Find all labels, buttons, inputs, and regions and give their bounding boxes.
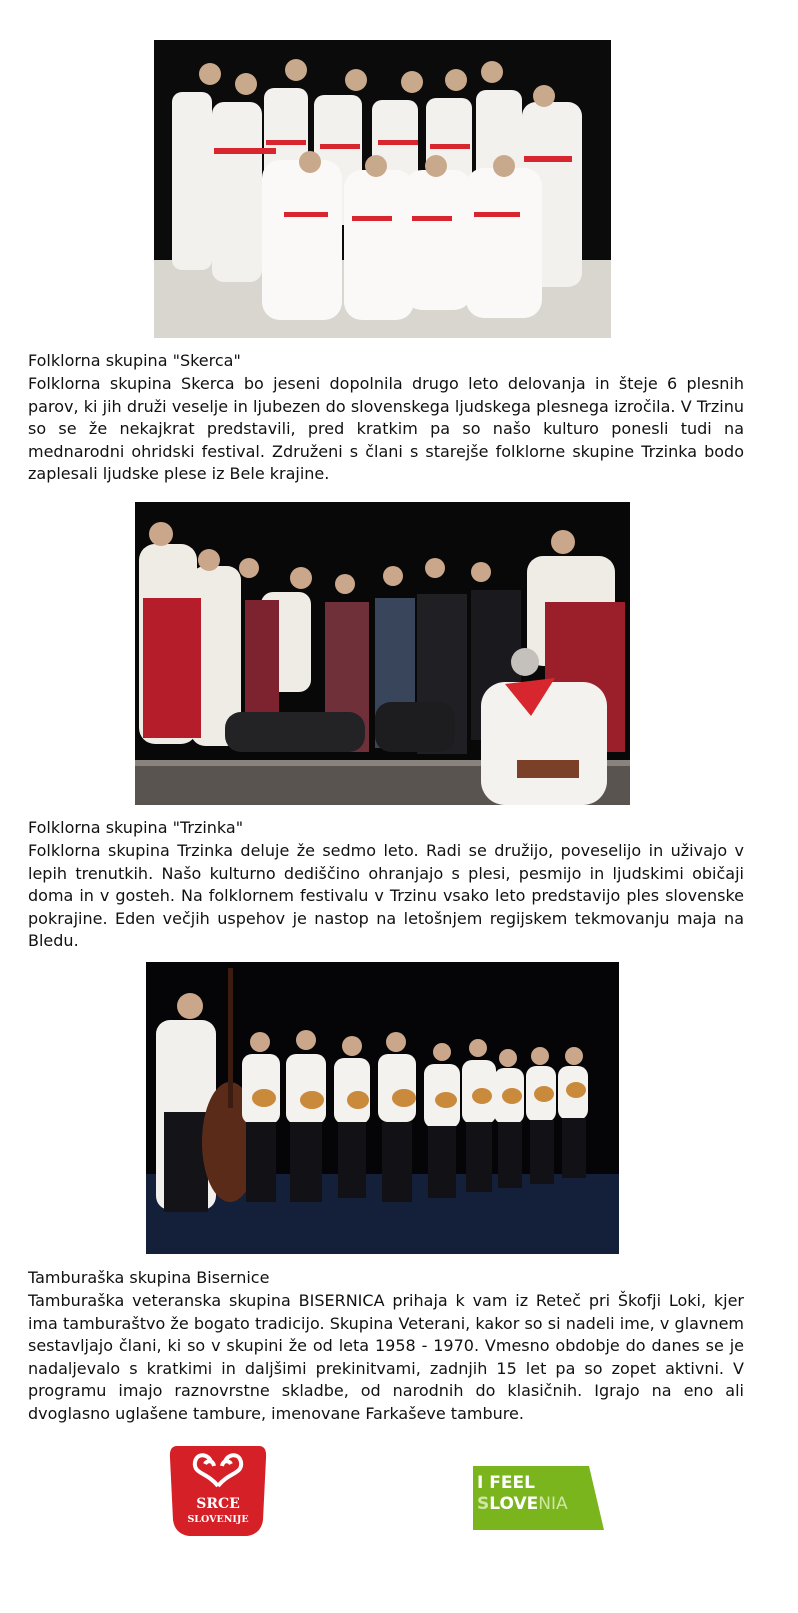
- section-title-skerca: Folklorna skupina "Skerca": [28, 351, 241, 370]
- svg-text:SLOVENIA: [477, 1494, 568, 1514]
- section-text-skerca: Folklorna skupina Skerca bo jeseni dopolnila drugo leto delovanja in šteje 6 plesnih parov, ki jih druži veselje in ljubezen do slovenskega ljudskega plesnega izročila. V Trzinu so se že nekajkrat predstavili, pred kratkim pa so našo kulturo ponesli tudi na mednarodni ohridski festival. Združeni s člani s starejše folklorne skupine Trzinka bodo zaplesali ljudske plese iz Bele krajine.: [28, 374, 744, 484]
- ifeel-logo-love: LOVE: [489, 1494, 539, 1514]
- section-title-bisernice: Tamburaška skupina Bisernice: [28, 1268, 270, 1287]
- photo-skerca-group: [154, 40, 611, 338]
- i-feel-slovenia-logo: [471, 1464, 605, 1532]
- photo-trzinka-group: [135, 502, 630, 805]
- photo-bisernice-group: [146, 962, 619, 1254]
- srce-logo-line2: SLOVENIJE: [187, 1514, 249, 1525]
- ifeel-logo-s: S: [477, 1494, 490, 1514]
- srce-slovenije-logo: [167, 1442, 269, 1540]
- section-text-trzinka: Folklorna skupina Trzinka deluje že sedmo leto. Radi se družijo, poveselijo in uživajo v lepih trenutkih. Našo kulturno dediščino ohranjajo s plesi, pesmijo in ljudskimi običaji doma in v gosteh. Na folklornem festivalu v Trzinu vsako leto predstavijo ples slovenske pokrajine. Eden večjih uspehov je nastop na letošnjem regijskem tekmovanju maja na Bledu.: [28, 841, 744, 951]
- srce-logo-line1: SRCE: [196, 1496, 240, 1512]
- section-text-bisernice: Tamburaška veteranska skupina BISERNICA prihaja k vam iz Reteč pri Škofji Loki, kjer ima tamburaštvo že bogato tradicijo. Skupina Veterani, kakor so si nadeli ime, v glavnem sestavljajo člani, ki so v skupini že od leta 1958 - 1970. Vmesno obdobje do danes se je nadaljevalo s kratkimi in daljšimi prekinitvami, zadnjih 15 let pa so zopet aktivni. V programu imajo raznovrstne skladbe, od narodnih do klasičnih. Igrajo na eno ali dvoglasno uglašene tambure, imenovane Farkaševe tambure.: [28, 1291, 744, 1423]
- section-title-trzinka: Folklorna skupina "Trzinka": [28, 818, 244, 837]
- ifeel-logo-nia: NIA: [538, 1494, 568, 1514]
- ifeel-logo-line1: I FEEL: [477, 1473, 535, 1493]
